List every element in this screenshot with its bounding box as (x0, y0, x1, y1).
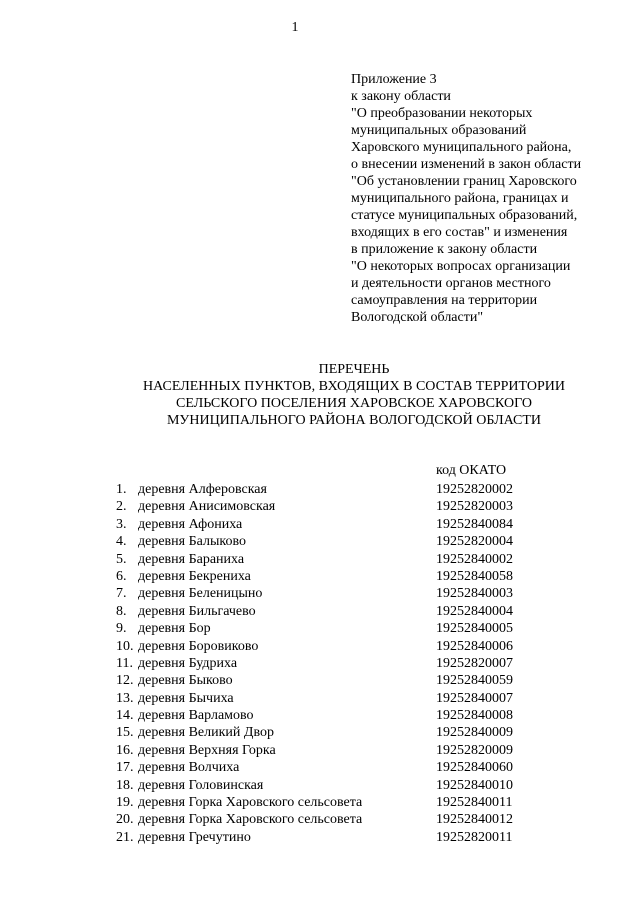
item-number: 7. (116, 586, 127, 602)
okato-code: 19252840012 (436, 812, 513, 828)
list-item (116, 638, 536, 655)
okato-code: 19252820007 (436, 655, 513, 671)
okato-code: 19252840084 (436, 516, 513, 532)
settlement-name: деревня Бор (138, 621, 211, 637)
settlement-name: деревня Горка Харовского сельсовета (138, 812, 363, 828)
okato-code: 19252840006 (436, 638, 513, 654)
list-item (116, 533, 536, 550)
okato-code: 19252840059 (436, 673, 513, 689)
item-number: 5. (116, 551, 127, 567)
list-item (116, 707, 536, 724)
list-item (116, 672, 536, 689)
appendix-line: о внесении изменений в закон области (351, 157, 582, 172)
item-number: 9. (116, 621, 127, 637)
okato-code: 19252840058 (436, 568, 513, 584)
settlement-name: деревня Барaниха (138, 551, 245, 567)
settlement-name: деревня Головинская (138, 777, 264, 793)
okato-code: 19252840002 (436, 551, 513, 567)
okato-code-header: код ОКАТО (436, 463, 507, 478)
list-item (116, 724, 536, 741)
item-number: 4. (116, 534, 127, 550)
item-number: 2. (116, 499, 127, 515)
list-item (116, 811, 536, 828)
item-number: 3. (116, 516, 127, 532)
okato-code: 19252820003 (436, 499, 513, 515)
item-number: 1. (116, 482, 127, 497)
settlement-name: деревня Волчиха (138, 760, 240, 776)
list-item (116, 568, 536, 585)
item-number: 10. (116, 638, 134, 654)
settlement-name: деревня Быково (138, 673, 233, 689)
title-line: МУНИЦИПАЛЬНОГО РАЙОНА ВОЛОГОДСКОЙ ОБЛАСТИ (166, 413, 541, 428)
item-number: 16. (116, 742, 134, 758)
item-number: 14. (116, 708, 134, 724)
appendix-line: "О преобразовании некоторых (351, 106, 533, 121)
list-item (116, 620, 536, 637)
settlement-name: деревня Анисимовская (138, 499, 276, 515)
item-number: 20. (116, 812, 134, 828)
settlement-name: деревня Боровиково (138, 638, 259, 654)
settlement-name: деревня Варламово (138, 708, 254, 724)
okato-code: 19252840007 (436, 690, 513, 706)
settlement-name: деревня Алферовская (138, 482, 267, 497)
item-number: 17. (116, 760, 134, 776)
appendix-line: Вологодской области" (351, 310, 484, 325)
item-number: 19. (116, 795, 134, 811)
okato-code: 19252840060 (436, 760, 513, 776)
title-line: НАСЕЛЕННЫХ ПУНКТОВ, ВХОДЯЩИХ В СОСТАВ ТЕРРИТОРИИ (142, 379, 565, 394)
okato-code: 19252820002 (436, 482, 513, 497)
item-number: 21. (116, 829, 134, 845)
settlement-list (116, 481, 536, 846)
appendix-line: Приложение 3 (351, 72, 437, 87)
item-number: 6. (116, 568, 127, 584)
appendix-line: муниципального района, границах и (351, 191, 569, 206)
settlement-name: деревня Великий Двор (138, 725, 274, 741)
list-item (116, 603, 536, 620)
appendix-line: "О некоторых вопросах организации (351, 259, 571, 274)
settlement-name: деревня Балыково (138, 534, 246, 550)
appendix-line: к закону области (351, 89, 451, 104)
okato-code: 19252840004 (436, 603, 513, 619)
okato-code: 19252840008 (436, 708, 513, 724)
appendix-line: статусе муниципальных образований, (351, 208, 578, 223)
list-item (116, 777, 536, 794)
okato-code: 19252820009 (436, 742, 513, 758)
settlement-name: деревня Гречутино (138, 829, 251, 845)
okato-code: 19252840009 (436, 725, 513, 741)
item-number: 8. (116, 603, 127, 619)
list-item (116, 759, 536, 776)
list-item (116, 742, 536, 759)
okato-code: 19252820004 (436, 534, 513, 550)
item-number: 18. (116, 777, 134, 793)
settlement-name: деревня Бекрениха (138, 568, 251, 584)
title-line: ПЕРЕЧЕНЬ (318, 362, 390, 377)
list-item (116, 551, 536, 568)
item-number: 12. (116, 673, 134, 689)
title-line: СЕЛЬСКОГО ПОСЕЛЕНИЯ ХАРОВСКОЕ ХАРОВСКОГО (176, 396, 532, 411)
appendix-line: и деятельности органов местного (351, 276, 551, 291)
list-item (116, 516, 536, 533)
appendix-line: входящих в его состав" и изменения (351, 225, 568, 240)
list-item (116, 690, 536, 707)
appendix-line: самоуправления на территории (351, 293, 538, 308)
item-number: 13. (116, 690, 134, 706)
list-item (116, 498, 536, 515)
settlement-name: деревня Верхняя Горка (138, 742, 276, 758)
appendix-header (351, 71, 631, 326)
settlement-name: деревня Афониха (138, 516, 243, 532)
appendix-line: в приложение к закону области (351, 242, 538, 257)
appendix-line: муниципальных образований (351, 123, 527, 138)
settlement-name: деревня Беленицыно (138, 586, 263, 602)
appendix-line: Харовского муниципального района, (351, 140, 572, 155)
document-title (0, 361, 640, 429)
list-item (116, 794, 536, 811)
okato-code: 19252840003 (436, 586, 513, 602)
okato-code: 19252840005 (436, 621, 513, 637)
page-number: 1 (291, 20, 299, 35)
item-number: 11. (116, 655, 133, 671)
list-item (116, 829, 536, 846)
appendix-line: "Об установлении границ Харовского (351, 174, 577, 189)
settlement-name: деревня Бильгачево (138, 603, 256, 619)
list-item (116, 481, 536, 498)
settlement-name: деревня Будриха (138, 655, 238, 671)
okato-code: 19252840011 (436, 795, 513, 811)
list-item (116, 585, 536, 602)
list-item (116, 655, 536, 672)
okato-code: 19252840010 (436, 777, 513, 793)
settlement-name: деревня Бычиха (138, 690, 234, 706)
item-number: 15. (116, 725, 134, 741)
settlement-name: деревня Горка Харовского сельсовета (138, 795, 363, 811)
okato-code: 19252820011 (436, 829, 513, 845)
